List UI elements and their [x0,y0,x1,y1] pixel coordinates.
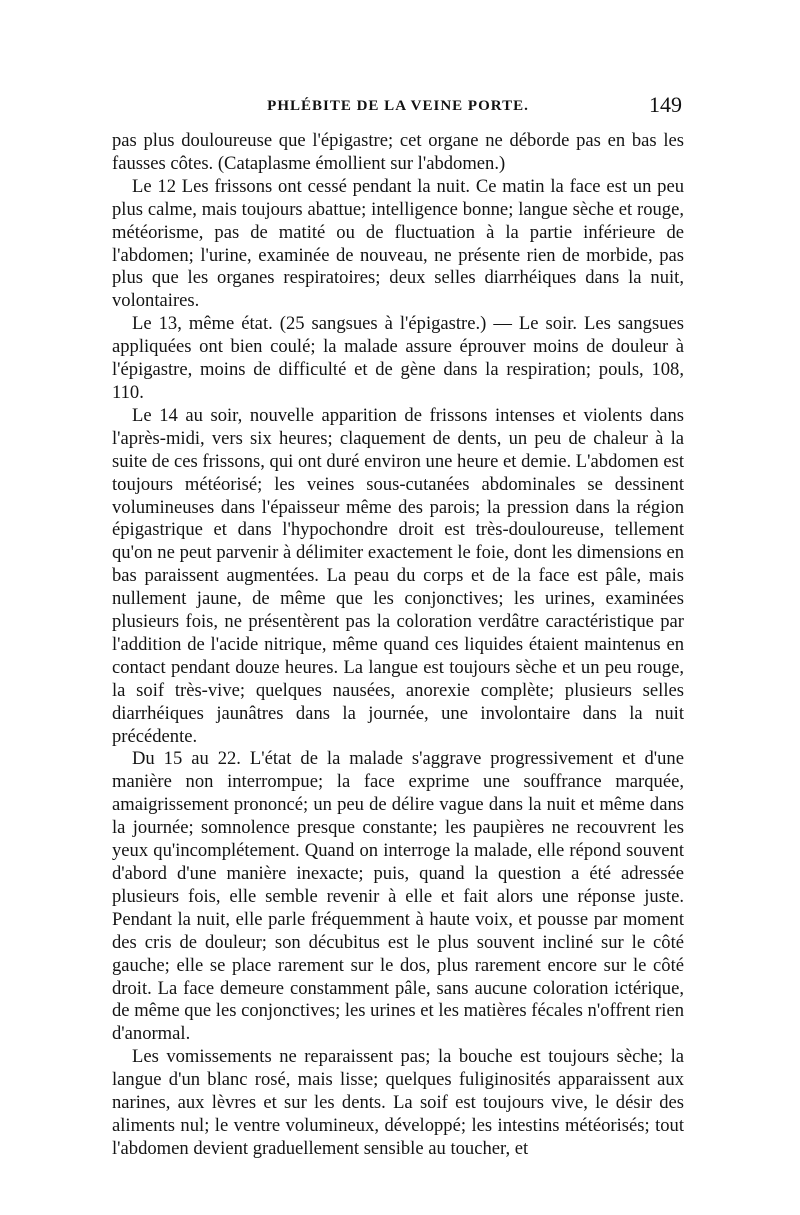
paragraph-day-13: Le 13, même état. (25 sangsues à l'épigastre.) — Le soir. Les sangsues appliquées ont bien coulé; la malade assure éprouver moins de douleur à l'épigastre, moins de difficulté et de gène dans la respiration; pouls, 108, 110. [112,313,684,403]
paragraph-day-14: Le 14 au soir, nouvelle apparition de frissons intenses et violents dans l'après-midi, vers six heures; claquement de dents, un peu de chaleur à la suite de ces frissons, qui ont duré environ une heure et demie. L'abdomen est toujours météorisé; les veines sous-cutanées abdominales se dessinent volumineuses dans l'épaisseur même des parois; la pression dans la région épigastrique et dans l'hypochondre droit est très-douloureuse, tellement qu'on ne peut parvenir à délimiter exactement le foie, dont les dimensions en bas paraissent augmentées. La peau du corps et de la face est pâle, mais nullement jaune, de même que les conjonctives; les urines, examinées plusieurs fois, ne présentèrent pas la coloration verdâtre caractéristique par l'addition de l'acide nitrique, même quand ces liquides étaient maintenus en contact pendant douze heures. La langue est toujours sèche et un peu rouge, la soif très-vive; quelques nausées, anorexie complète; plusieurs selles diarrhéiques jaunâtres dans la journée, une involontaire dans la nuit précédente. [112,404,684,747]
body-text [112,130,684,1161]
paragraph-day-12: Le 12 Les frissons ont cessé pendant la nuit. Ce matin la face est un peu plus calme, mais toujours abattue; intelligence bonne; langue sèche et rouge, météorisme, pas de matité ou de fluctuation à la partie inférieure de l'abdomen; l'urine, examinée de nouveau, ne présente rien de morbide, pas plus que les organes respiratoires; deux selles diarrhéiques dans la nuit, volontaires. [112,175,684,312]
running-title: PHLÉBITE DE LA VEINE PORTE. [267,98,529,114]
paragraph-vomissements: Les vomissements ne reparaissent pas; la bouche est toujours sèche; la langue d'un blanc rosé, mais lisse; quelques fuliginosités apparaissent aux narines, aux lèvres et sur les dents. La soif est toujours vive, le désir des aliments nul; le ventre volumineux, développé; les intestins météorisés; tout l'abdomen devient graduellement sensible au toucher, et [112,1046,684,1159]
paragraph-continuation: pas plus douloureuse que l'épigastre; cet organe ne déborde pas en bas les fausses côtes. (Cataplasme émollient sur l'abdomen.) [112,130,684,174]
page-header [112,92,684,126]
page-number: 149 [649,92,682,117]
paragraph-day-15-22: Du 15 au 22. L'état de la malade s'aggrave progressivement et d'une manière non interrompue; la face exprime une souffrance marquée, amaigrissement prononcé; un peu de délire vague dans la nuit et même dans la journée; somnolence presque constante; les paupières ne recouvrent les yeux qu'incomplétement. Quand on interroge la malade, elle répond souvent d'abord d'une manière inexacte; puis, quand la question a été adressée plusieurs fois, elle semble revenir à elle et fait alors une réponse juste. Pendant la nuit, elle parle fréquemment à haute voix, et pousse par moment des cris de douleur; son décubitus est le plus souvent incliné sur le côté gauche; elle se place rarement sur le dos, plus rarement encore sur le côté droit. La face demeure constamment pâle, sans aucune coloration ictérique, de même que les conjonctives; les urines et les matières fécales n'offrent rien d'anormal. [112,748,684,1045]
